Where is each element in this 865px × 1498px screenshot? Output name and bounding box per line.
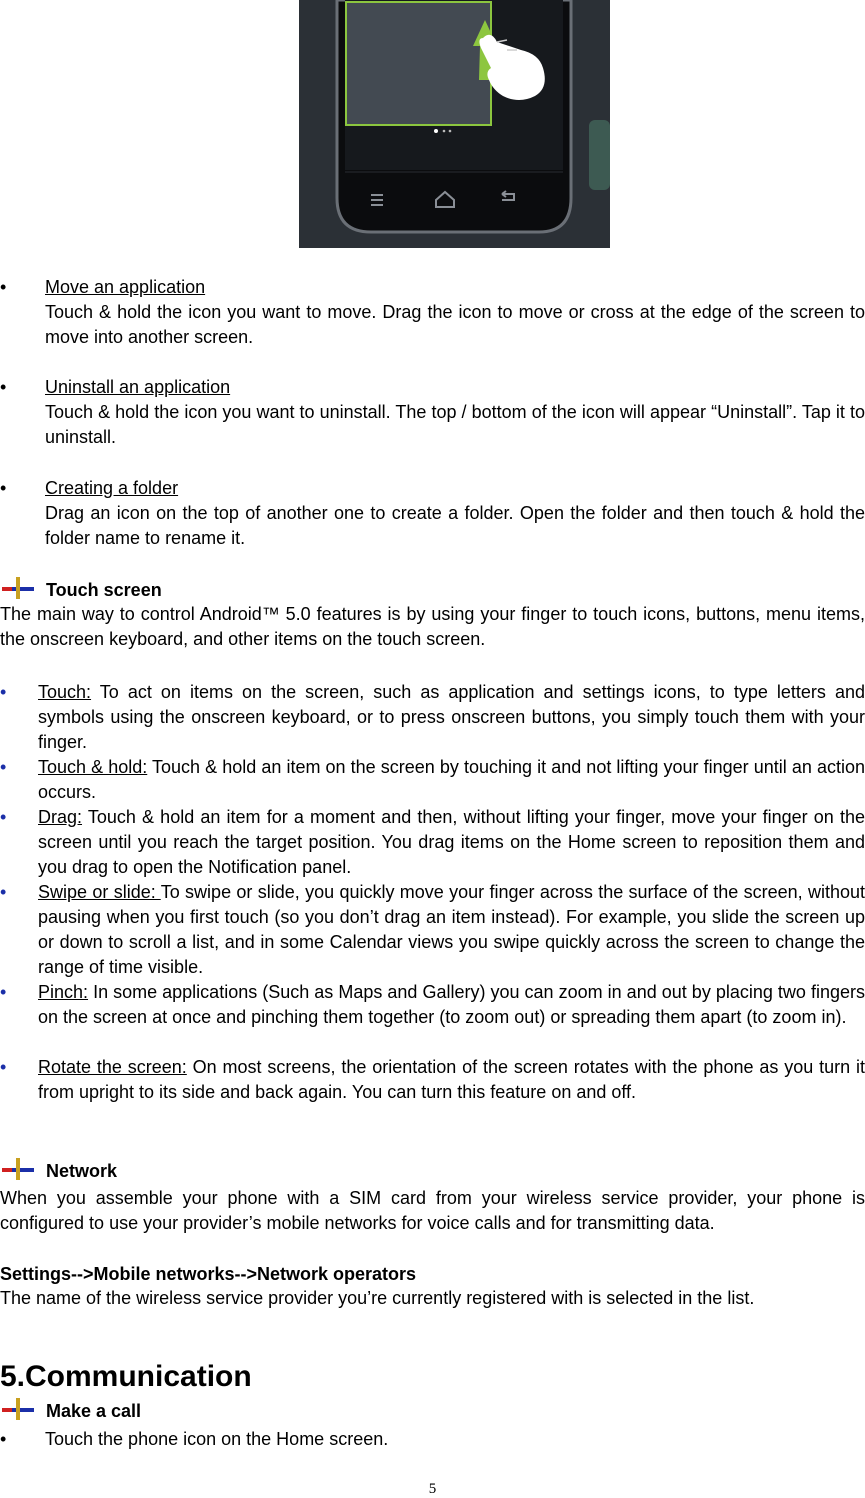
creating-folder-section — [0, 476, 865, 551]
bullet: • — [0, 1057, 7, 1077]
gesture-term: Touch: — [38, 682, 92, 702]
uninstall-application-body: Touch & hold the icon you want to uninstall. The top / bottom of the icon will appear “Uninstall”. Tap it to uninstall. — [45, 402, 865, 447]
gesture-desc: On most screens, the orientation of the screen rotates with the phone as you turn it from upright to its side and back again. You can turn this feature on and off. — [38, 1057, 865, 1102]
list-item — [0, 755, 865, 805]
list-item — [0, 1055, 865, 1130]
list-item — [0, 805, 865, 880]
phone-illustration — [299, 0, 610, 248]
gesture-desc: Touch & hold an item on the screen by touching it and not lifting your finger until an action occurs. — [38, 757, 865, 802]
make-call-step — [0, 1427, 865, 1452]
page-number: 5 — [428, 1481, 437, 1497]
creating-folder-body: Drag an icon on the top of another one to create a folder. Open the folder and then touch & hold the folder name to rename it. — [45, 503, 865, 548]
gesture-term: Swipe or slide: — [38, 882, 161, 902]
move-application-title: Move an application — [45, 277, 206, 297]
touch-gestures-list — [0, 680, 865, 1130]
uninstall-application-section — [0, 375, 865, 450]
bullet: • — [0, 682, 7, 702]
make-call-title: Make a call — [46, 1401, 142, 1421]
section-marker-icon — [0, 577, 36, 601]
bullet: • — [0, 982, 7, 1002]
gesture-desc: To act on items on the screen, such as application and settings icons, to type letters and symbols using the onscreen keyboard, or to press onscreen buttons, you simply touch them with your finger. — [38, 682, 865, 752]
move-application-body: Touch & hold the icon you want to move. Drag the icon to move or cross at the edge of the screen to move into another screen. — [45, 302, 865, 347]
gesture-desc: To swipe or slide, you quickly move your finger across the surface of the screen, without pausing when you first touch (so you don’t drag an item instead). For example, you slide the screen up or down to scroll a list, and in some Calendar views you swipe quickly across the screen to change the range of time visible. — [38, 882, 865, 977]
section-marker-icon — [0, 1398, 36, 1422]
bullet: • — [0, 277, 7, 297]
touch-screen-heading — [0, 577, 300, 603]
bullet: • — [0, 807, 7, 827]
network-note: The name of the wireless service provider you’re currently registered with is selected in the list. — [0, 1288, 755, 1308]
bullet: • — [0, 757, 7, 777]
section-marker-icon — [0, 1158, 36, 1182]
network-heading — [0, 1158, 300, 1184]
bullet: • — [0, 478, 7, 498]
make-call-heading — [0, 1398, 300, 1424]
gesture-term: Drag: — [38, 807, 83, 827]
gesture-term: Pinch: — [38, 982, 89, 1002]
make-call-step-text: Touch the phone icon on the Home screen. — [45, 1429, 389, 1449]
list-item — [0, 880, 865, 980]
gesture-term: Rotate the screen: — [38, 1057, 187, 1077]
uninstall-application-title: Uninstall an application — [45, 377, 231, 397]
bullet: • — [0, 882, 7, 902]
communication-title: 5.Communication — [0, 1360, 252, 1393]
list-item — [0, 680, 865, 755]
touch-screen-intro: The main way to control Android™ 5.0 features is by using your finger to touch icons, buttons, menu items, the onscreen keyboard, and other items on the touch screen. — [0, 604, 865, 649]
gesture-desc: Touch & hold an item for a moment and then, without lifting your finger, move your finger on the screen until you reach the target position. You drag items on the Home screen to reposition them and you drag to open the Notification panel. — [38, 807, 865, 877]
network-intro: When you assemble your phone with a SIM card from your wireless service provider, your phone is configured to use your provider’s mobile networks for voice calls and for transmitting data. — [0, 1188, 865, 1233]
network-title: Network — [46, 1161, 118, 1181]
network-settings-path: Settings-->Mobile networks-->Network operators — [0, 1264, 417, 1284]
bullet: • — [0, 377, 7, 397]
list-item — [0, 980, 865, 1055]
gesture-term: Touch & hold: — [38, 757, 148, 777]
move-application-section — [0, 275, 865, 350]
gesture-desc: In some applications (Such as Maps and Gallery) you can zoom in and out by placing two fingers on the screen at once and pinching them together (to zoom out) or spreading them apart (to zoom in). — [38, 982, 865, 1027]
creating-folder-title: Creating a folder — [45, 478, 179, 498]
touch-screen-title: Touch screen — [46, 580, 162, 600]
bullet: • — [0, 1429, 7, 1449]
